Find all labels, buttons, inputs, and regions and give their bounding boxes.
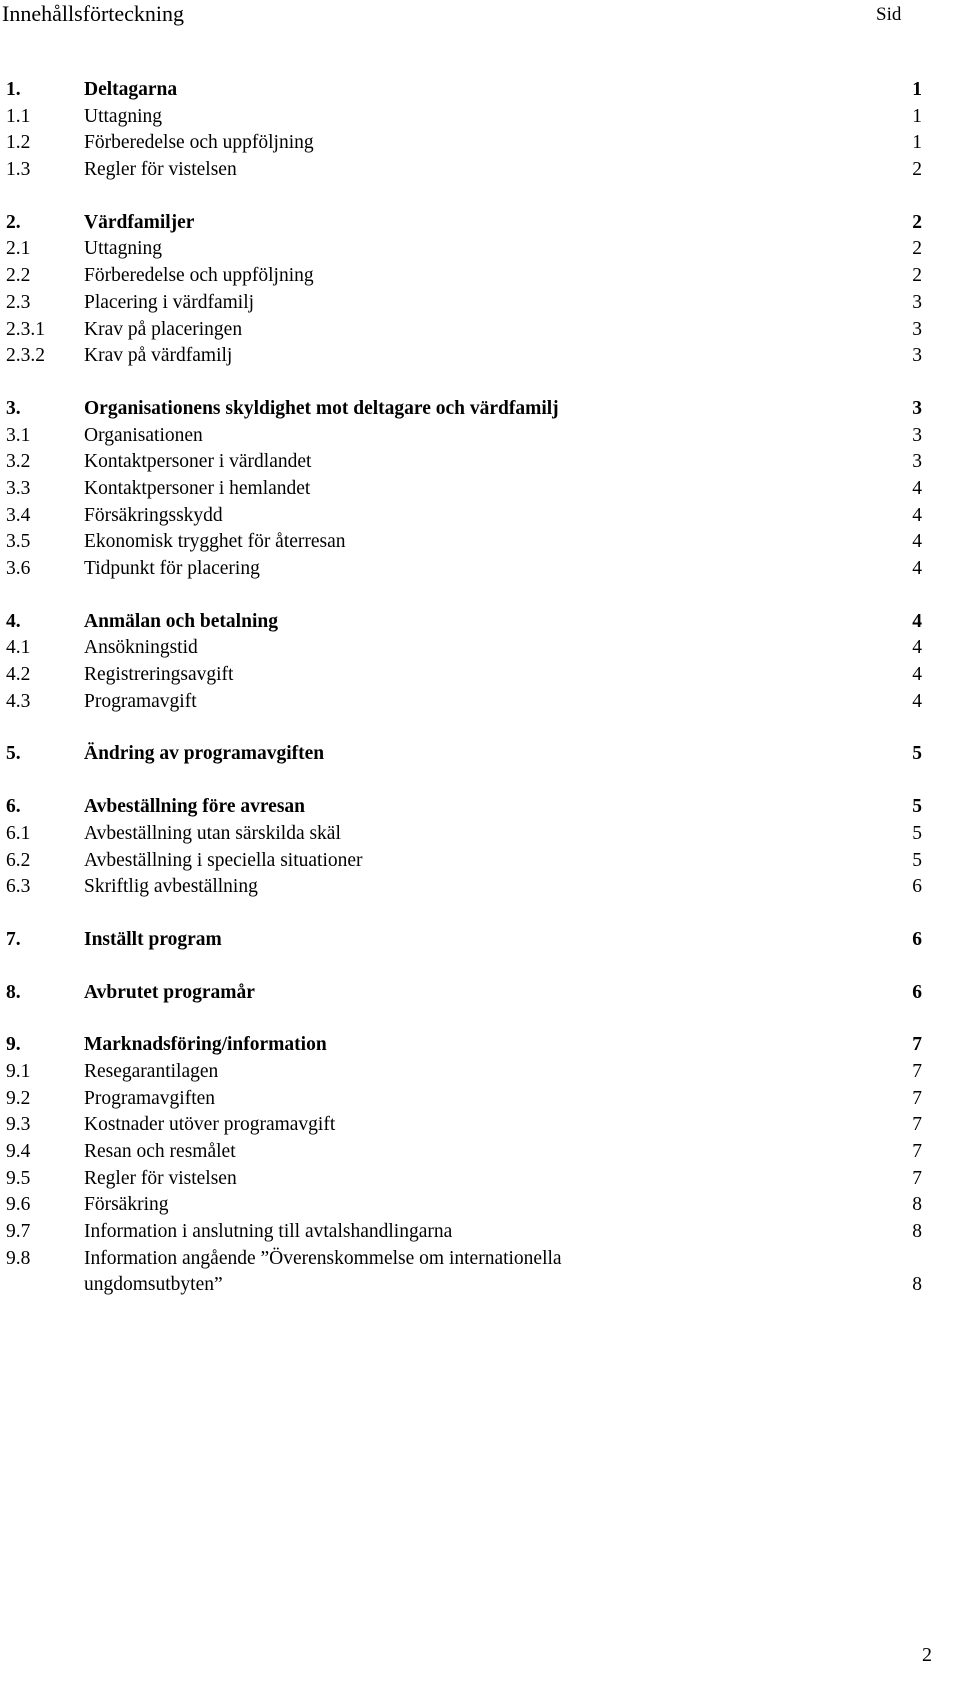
toc-section — [0, 210, 960, 370]
toc-entry-number: 4.3 — [6, 690, 31, 712]
toc-entry-page: 6 — [912, 981, 922, 1003]
toc-section — [0, 1032, 960, 1299]
toc-entry — [0, 104, 960, 131]
toc-entry-title-line: Avbeställning före avresan — [84, 796, 306, 818]
toc-entry-number: 9. — [6, 1034, 21, 1056]
toc-entry-number: 9.3 — [6, 1114, 31, 1136]
toc-entry-title — [84, 1112, 335, 1139]
toc-heading-entry — [0, 609, 960, 636]
toc-entry-page: 4 — [912, 637, 922, 659]
toc-entry — [0, 874, 960, 901]
toc-entry-title-line: Ekonomisk trygghet för återresan — [84, 531, 346, 553]
toc-entry-page: 7 — [912, 1141, 922, 1162]
toc-entry-page: 1 — [912, 132, 922, 154]
toc-heading-entry — [0, 1032, 960, 1059]
toc-entry-title-line: Förberedelse och uppföljning — [84, 265, 314, 287]
page-header — [0, 0, 960, 40]
toc-entry-page: 5 — [912, 743, 922, 765]
toc-entry-number: 3.5 — [6, 531, 31, 553]
toc-entry-title — [84, 423, 203, 450]
page-column-label: Sid — [876, 4, 902, 25]
toc-entry-page: 5 — [912, 822, 922, 844]
toc-entry-number: 1.1 — [6, 105, 31, 127]
toc-entry-title — [84, 635, 198, 662]
toc-entry-page: 2 — [912, 211, 922, 233]
toc-entry-number: 3.3 — [6, 477, 31, 499]
toc-entry — [0, 157, 960, 184]
toc-entry — [0, 662, 960, 689]
toc-entry-title-line: Uttagning — [84, 238, 162, 260]
toc-entry-title-line: Uttagning — [84, 105, 162, 127]
toc-entry-title-line: Information i anslutning till avtalshandlingarna — [84, 1221, 453, 1243]
toc-entry-page: 1 — [912, 105, 922, 127]
toc-entry-title-line: Information angående ”Överenskommelse om internationella — [84, 1247, 562, 1269]
toc-entry-title-line: Försäkringsskydd — [84, 504, 223, 526]
toc-entry-page: 2 — [912, 265, 922, 287]
toc-entry-title-line: Förberedelse och uppföljning — [84, 132, 314, 154]
toc-section — [0, 794, 960, 901]
toc-entry-page: 7 — [912, 1114, 922, 1136]
toc-entry-title — [84, 741, 324, 768]
toc-entry-title-line: Skriftlig avbeställning — [84, 876, 258, 898]
toc-entry-page: 4 — [912, 558, 922, 579]
toc-entry — [0, 317, 960, 344]
toc-entry-page: 4 — [912, 664, 922, 686]
toc-entry-page: 7 — [912, 1167, 922, 1189]
toc-section — [0, 980, 960, 1007]
toc-entry-title-line: Organisationen — [84, 424, 203, 446]
toc-entry-title — [84, 476, 310, 503]
toc-entry-number: 8. — [6, 981, 21, 1003]
toc-heading-entry — [0, 794, 960, 821]
toc-entry — [0, 556, 960, 583]
toc-entry-title-line: Avbrutet programår — [84, 981, 255, 1003]
toc-entry — [0, 1219, 960, 1246]
toc-entry-title — [84, 609, 278, 636]
toc-entry-title-line: Ansökningstid — [84, 637, 198, 659]
toc-entry-number: 9.5 — [6, 1167, 31, 1189]
toc-entry-number: 3.6 — [6, 558, 31, 579]
toc-entry-page: 5 — [912, 796, 922, 818]
toc-entry-title-line: Värdfamiljer — [84, 211, 195, 233]
toc-entry-title — [84, 821, 341, 848]
toc-entry — [0, 1086, 960, 1113]
toc-entry-number: 5. — [6, 743, 21, 765]
toc-entry — [0, 1112, 960, 1139]
toc-entry-title — [84, 210, 194, 237]
toc-entry-page: 7 — [912, 1034, 922, 1056]
toc-entry-title-line: Resegarantilagen — [84, 1060, 219, 1082]
toc-entry-page: 3 — [912, 291, 922, 313]
toc-entry-page: 7 — [912, 1060, 922, 1082]
toc-entry-title — [84, 1086, 215, 1113]
toc-entry-title-line: Regler för vistelsen — [84, 1167, 237, 1189]
toc-entry-number: 9.8 — [6, 1247, 31, 1269]
toc-entry-number: 3.1 — [6, 424, 31, 446]
toc-entry-title — [84, 529, 346, 556]
toc-entry-number: 3.4 — [6, 504, 31, 526]
toc-entry-title — [84, 449, 311, 476]
toc-entry-number: 6.2 — [6, 849, 31, 871]
toc-title: Innehållsförteckning — [2, 1, 185, 26]
toc-entry — [0, 1139, 960, 1166]
toc-entry-title-line: Registreringsavgift — [84, 664, 234, 686]
toc-entry — [0, 503, 960, 530]
toc-entry-page: 8 — [912, 1221, 922, 1243]
toc-heading-entry — [0, 980, 960, 1007]
toc-heading-entry — [0, 210, 960, 237]
toc-entry-number: 2.3.2 — [6, 345, 45, 367]
toc-entry-page: 7 — [912, 1087, 922, 1109]
toc-entry-number: 7. — [6, 928, 21, 950]
toc-entry — [0, 236, 960, 263]
toc-section — [0, 741, 960, 768]
toc-entry-page: 3 — [912, 318, 922, 340]
toc-entry-page: 2 — [912, 238, 922, 260]
toc-entry-page: 2 — [912, 159, 922, 181]
toc-entry — [0, 689, 960, 716]
toc-entry-title — [84, 1166, 237, 1193]
toc-section — [0, 609, 960, 716]
toc-entry-title-line: Regler för vistelsen — [84, 159, 237, 181]
toc-entry-title — [84, 794, 305, 821]
toc-entry-number: 6.1 — [6, 822, 31, 844]
toc-entry-page: 4 — [912, 504, 922, 526]
toc-entry-title-line: Krav på värdfamilj — [84, 345, 233, 367]
toc-entry-title — [84, 236, 162, 263]
toc-entry-title-line: Deltagarna — [84, 79, 178, 100]
toc-entry — [0, 476, 960, 503]
toc-entry-title — [84, 848, 363, 875]
toc-entry-page: 3 — [912, 397, 922, 419]
toc-entry-page: 6 — [912, 876, 922, 898]
toc-entry-title-line: Avbeställning utan särskilda skäl — [84, 822, 341, 844]
toc-entry-title — [84, 1032, 327, 1059]
toc-entry-page: 3 — [912, 345, 922, 367]
toc-entry-title — [84, 343, 232, 370]
toc-entry-number: 6.3 — [6, 876, 31, 898]
toc-entry-title — [84, 874, 258, 901]
toc-entry-title-line: Kostnader utöver programavgift — [84, 1114, 336, 1136]
toc-entry-title-line: Programavgiften — [84, 1087, 216, 1109]
toc-entry-number: 1.3 — [6, 159, 31, 181]
toc-entry-page: 6 — [912, 928, 922, 950]
toc-entry-page: 4 — [912, 690, 922, 712]
toc-entry-title — [84, 130, 314, 157]
toc-entry-title — [84, 104, 162, 131]
toc-entry-title — [84, 1139, 236, 1166]
toc-heading-entry — [0, 396, 960, 423]
toc-entry-title — [84, 556, 260, 583]
toc-entry-title — [84, 1059, 218, 1086]
toc-entry-title-line: Försäkring — [84, 1194, 169, 1216]
toc-entry-page: 8 — [912, 1194, 922, 1216]
toc-entry-page: 5 — [912, 849, 922, 871]
toc-entry — [0, 1192, 960, 1219]
toc-entry-title-line: Avbeställning i speciella situationer — [84, 849, 363, 871]
toc-entry-page: 8 — [912, 1274, 922, 1296]
toc-entry-number: 2.3 — [6, 291, 31, 313]
toc-entry-number: 9.6 — [6, 1194, 31, 1216]
toc-section — [0, 396, 960, 583]
toc-entry-title-line: Krav på placeringen — [84, 318, 243, 340]
toc-entry-title-line: ungdomsutbyten” — [84, 1274, 223, 1296]
toc-entry-page: 3 — [912, 424, 922, 446]
toc-entry-title — [84, 1219, 452, 1246]
toc-entry-title-line: Kontaktpersoner i värdlandet — [84, 451, 312, 473]
toc-entry-title — [84, 927, 222, 954]
toc-entry-page: 3 — [912, 451, 922, 473]
toc-entry-title-line: Placering i värdfamilj — [84, 291, 255, 313]
toc-entry-number: 1.2 — [6, 132, 31, 154]
toc-entry — [0, 449, 960, 476]
toc-entry-title-line: Tidpunkt för placering — [84, 558, 260, 579]
toc-entry — [0, 343, 960, 370]
toc-entry-title-line: Resan och resmålet — [84, 1141, 236, 1162]
toc-entry — [0, 529, 960, 556]
toc-entry-title — [84, 662, 233, 689]
toc-entry — [0, 848, 960, 875]
page-number: 2 — [922, 1644, 932, 1666]
toc-heading-entry — [0, 741, 960, 768]
toc-entry-number: 2.3.1 — [6, 318, 45, 340]
toc-entry — [0, 423, 960, 450]
toc-entry-title — [84, 77, 177, 104]
toc-entry-title — [84, 980, 255, 1007]
toc-entry-number: 6. — [6, 796, 21, 818]
toc-entry — [0, 290, 960, 317]
toc-entry-title-line: Programavgift — [84, 690, 197, 712]
toc-entry-page: 4 — [912, 531, 922, 553]
toc-entry-number: 4. — [6, 610, 21, 632]
toc-entry-title — [84, 1246, 562, 1299]
toc-entry-number: 9.2 — [6, 1087, 31, 1109]
toc-entry-page: 1 — [912, 79, 922, 100]
toc-entry-title — [84, 157, 237, 184]
toc-entry-number: 9.4 — [6, 1141, 31, 1162]
toc-section — [0, 77, 960, 184]
toc-entry-number: 9.1 — [6, 1060, 31, 1082]
toc-entry-number: 2.1 — [6, 238, 31, 260]
toc-entry-title — [84, 503, 223, 530]
toc-entry-number: 3. — [6, 397, 21, 419]
toc-entry-title — [84, 317, 242, 344]
toc-entry — [0, 1059, 960, 1086]
toc-section — [0, 927, 960, 954]
toc-entry-title — [84, 1192, 169, 1219]
toc-entry — [0, 1246, 960, 1299]
toc-entry-title — [84, 689, 197, 716]
toc-entry — [0, 1166, 960, 1193]
toc-heading-entry — [0, 927, 960, 954]
toc-entry — [0, 263, 960, 290]
toc-entry-title-line: Ändring av programavgiften — [84, 743, 325, 765]
toc-entry-title — [84, 290, 254, 317]
toc-entry — [0, 821, 960, 848]
toc-entry-page: 4 — [912, 477, 922, 499]
toc-entry-number: 2. — [6, 211, 21, 233]
toc-entry-number: 4.1 — [6, 637, 31, 659]
toc-entry — [0, 635, 960, 662]
toc-entry-title-line: Marknadsföring/information — [84, 1034, 327, 1056]
toc-entry-title-line: Organisationens skyldighet mot deltagare och värdfamilj — [84, 397, 559, 419]
table-of-contents — [0, 77, 960, 1325]
toc-entry-number: 4.2 — [6, 664, 31, 686]
toc-entry-number: 2.2 — [6, 265, 31, 287]
toc-entry-number: 1. — [6, 79, 21, 100]
toc-entry-number: 9.7 — [6, 1221, 31, 1243]
toc-entry-title — [84, 263, 314, 290]
toc-entry — [0, 130, 960, 157]
toc-entry-title-line: Inställt program — [84, 928, 222, 950]
toc-entry-page: 4 — [912, 610, 922, 632]
toc-entry-number: 3.2 — [6, 451, 31, 473]
toc-entry-title-line: Kontaktpersoner i hemlandet — [84, 477, 311, 499]
toc-entry-title-line: Anmälan och betalning — [84, 610, 278, 632]
toc-entry-title — [84, 396, 559, 423]
toc-heading-entry — [0, 77, 960, 104]
